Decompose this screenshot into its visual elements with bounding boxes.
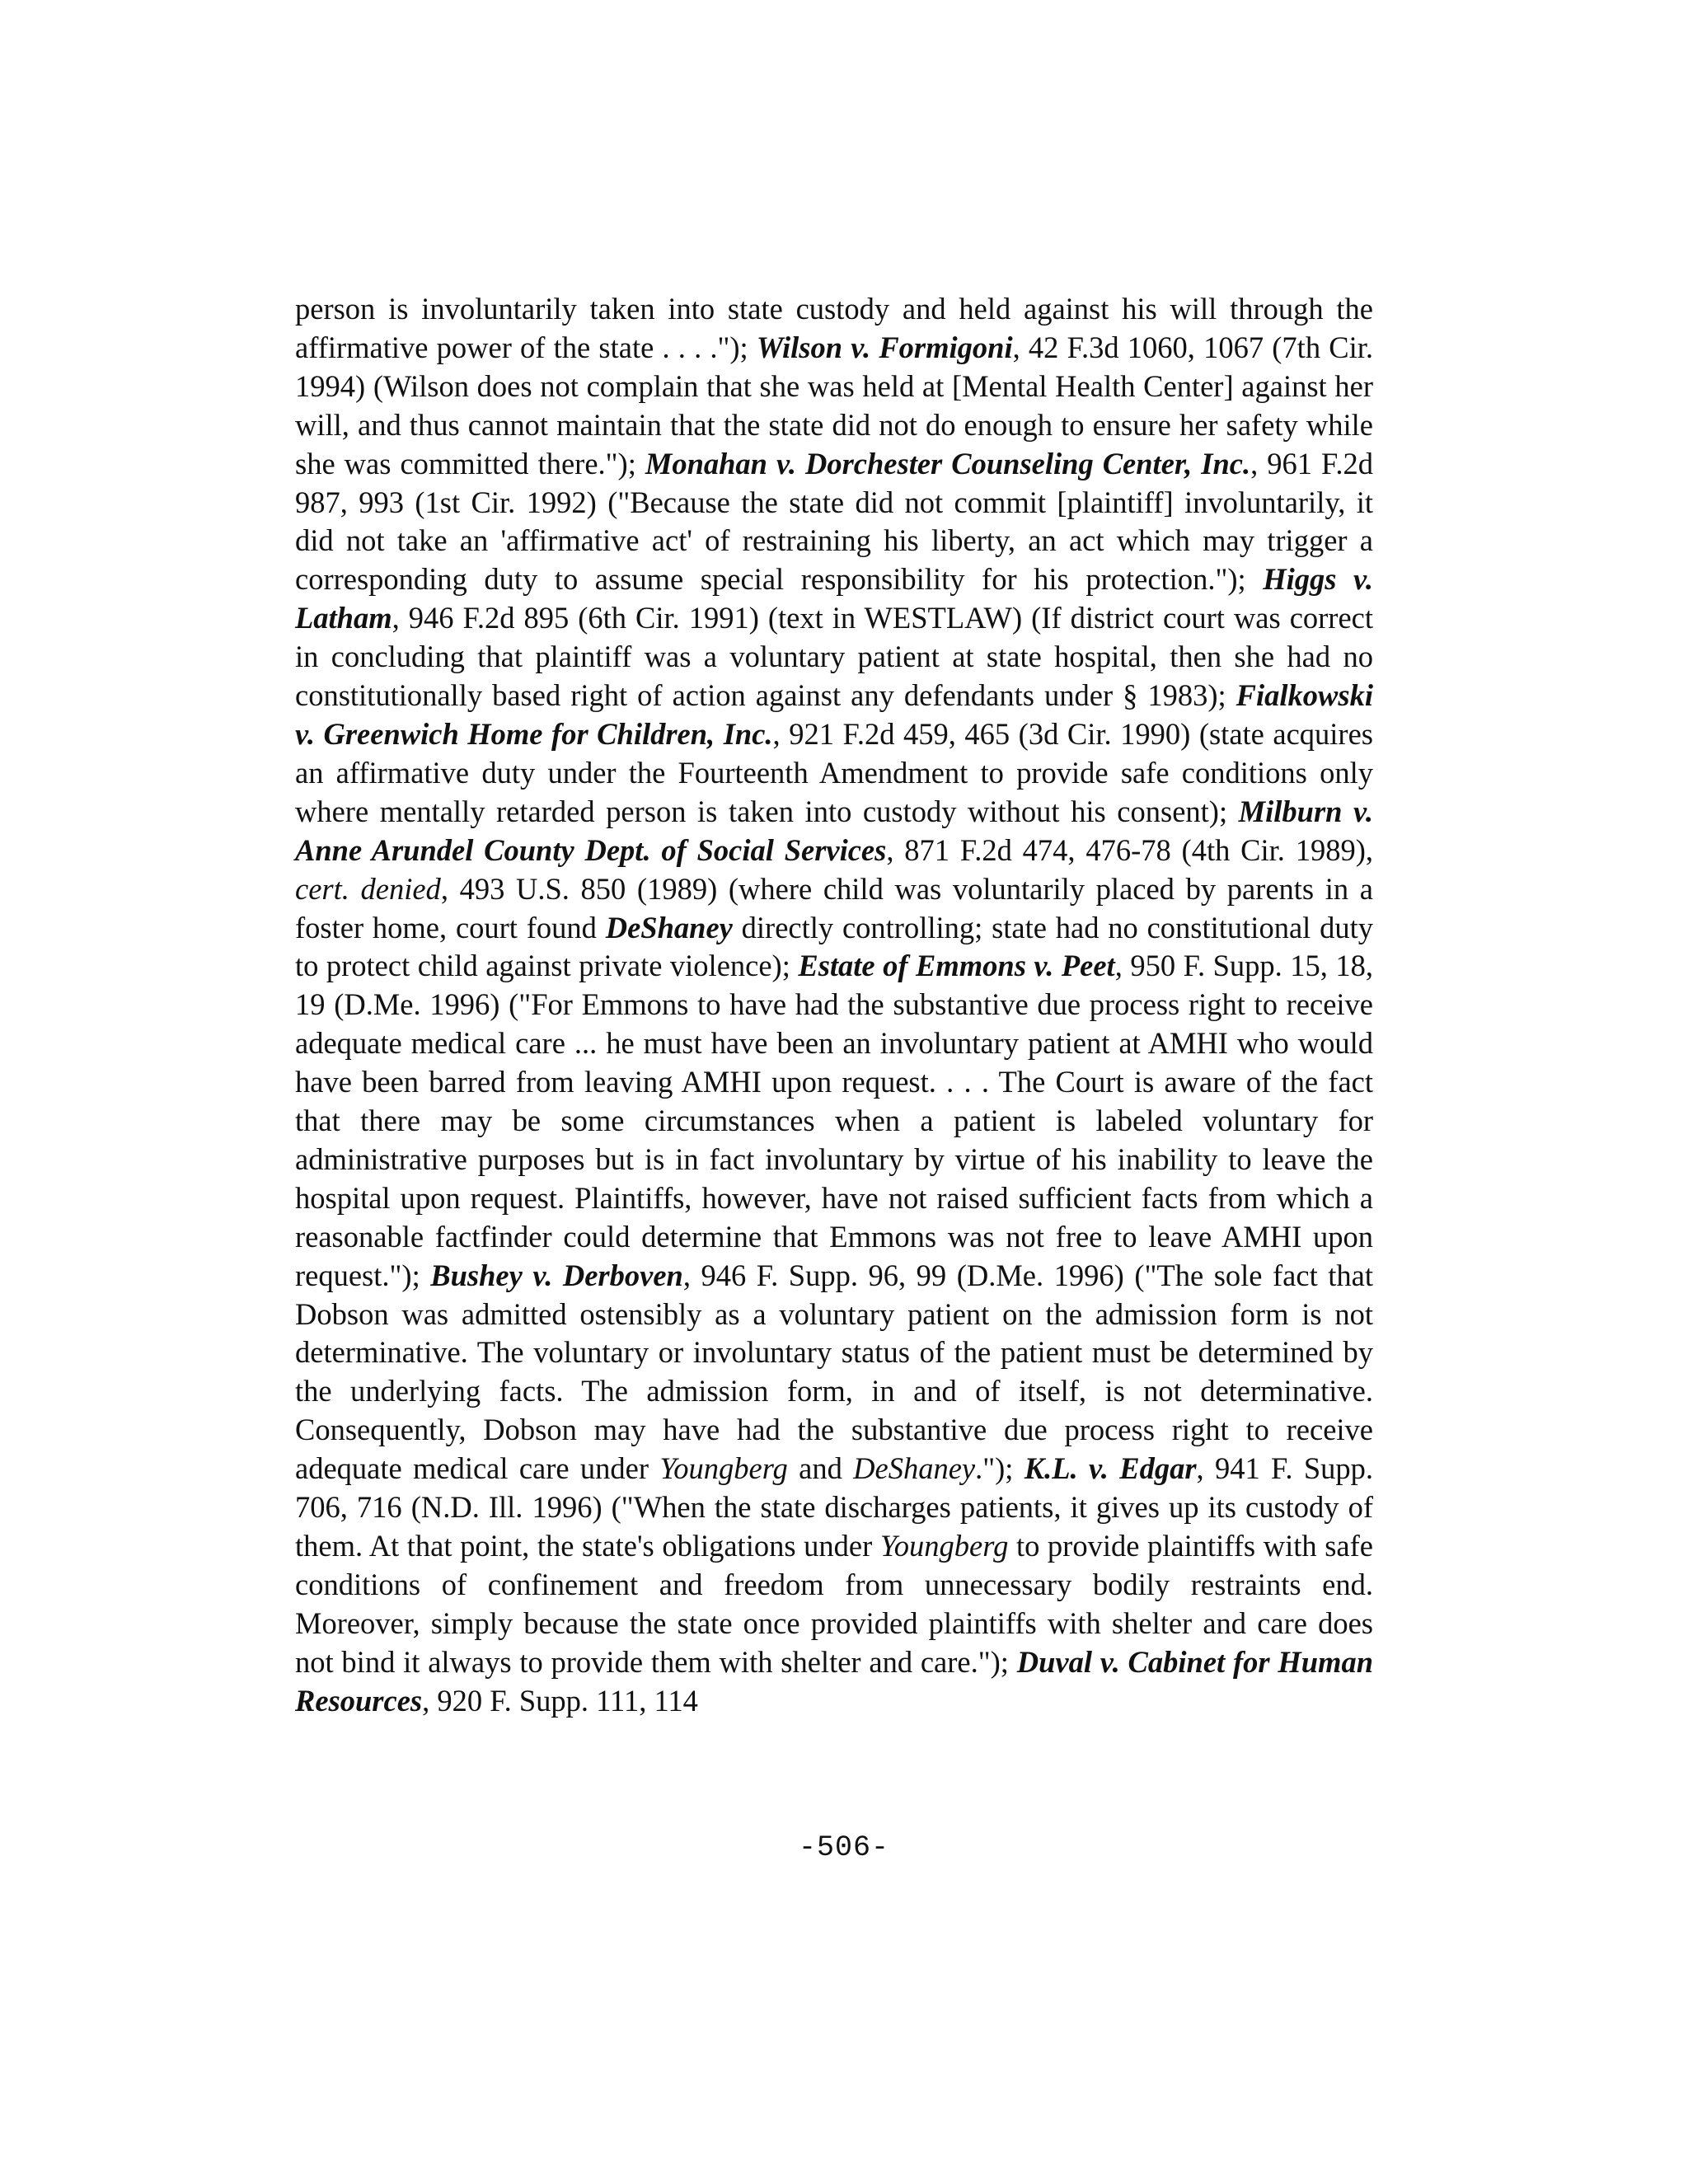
italic-term: cert. denied xyxy=(295,871,441,906)
italic-term: Youngberg xyxy=(879,1529,1009,1563)
case-citation: Higgs v. Latham xyxy=(295,562,1373,635)
text-run: , 941 F. Supp. 706, 716 (N.D. Ill. 1996) ("When the state discharges patients, it gives up its custody of them. At that point, the state's obligations under xyxy=(295,1451,1374,1563)
case-citation: K.L. v. Edgar xyxy=(1024,1451,1197,1486)
text-run: ."); xyxy=(975,1451,1025,1486)
text-run: , 42 F.3d 1060, 1067 (7th Cir. 1994) (Wilson does not complain that she was held at [Mental Health Center] against her will, and thus cannot maintain that the state did not do enough to ensure her safety while she was committed there."); xyxy=(295,330,1373,480)
text-run: , 921 F.2d 459, 465 (3d Cir. 1990) (state acquires an affirmative duty under the Fourteenth Amendment to provide safe conditions only where mentally retarded person is taken into custody without his consent); xyxy=(295,716,1373,828)
text-run: , 961 F.2d 987, 993 (1st Cir. 1992) ("Because the state did not commit [plaintiff] involuntarily, it did not take an 'affirmative act' of restraining his liberty, an act which may trigger a corresponding duty to assume special responsibility for his protection."); xyxy=(295,446,1373,597)
page-number: -506- xyxy=(798,1831,890,1864)
case-citation: Duval v. Cabinet for Human Resources xyxy=(295,1644,1373,1718)
text-run: , 493 U.S. 850 (1989) (where child was voluntarily placed by parents in a foster home, court found xyxy=(295,871,1373,944)
case-citation: DeShaney xyxy=(605,910,733,944)
text-run: , 950 F. Supp. 15, 18, 19 (D.Me. 1996) ("For Emmons to have had the substantive due process right to receive adequate medical care ... he must have been an involuntary patient at AMHI who would have been barred from leaving AMHI upon request. . . . The Court is aware of the fact that there may be some circumstances when a patient is labeled voluntary for administrative purposes but is in fact involuntary by virtue of his inability to leave the hospital upon request. Plaintiffs, however, have not raised sufficient facts from which a reasonable factfinder could determine that Emmons was not free to leave AMHI upon request."); xyxy=(295,949,1373,1292)
text-run: , 946 F.2d 895 (6th Cir. 1991) (text in WESTLAW) (If district court was correct in concluding that plaintiff was a voluntary patient at state hospital, then she had no constitutionally based right of action against any defendants under § 1983); xyxy=(295,601,1373,713)
text-run: and xyxy=(787,1451,854,1486)
case-citation: Fialkowski v. Greenwich Home for Children, Inc. xyxy=(295,678,1373,751)
italic-term: Youngberg xyxy=(659,1451,788,1486)
case-citation: Estate of Emmons v. Peet xyxy=(798,949,1115,983)
text-run: , 920 F. Supp. 111, 114 xyxy=(422,1683,698,1718)
text-run: , 946 F. Supp. 96, 99 (D.Me. 1996) ("The sole fact that Dobson was admitted ostensibly as a voluntary patient on the admission form is not determinative. The voluntary or involuntary status of the patient must be determined by the underlying facts. The admission form, in and of itself, is not determinative. Consequently, Dobson may have had the substantive due process right to receive adequate medical care under xyxy=(295,1258,1373,1486)
case-citation: Monahan v. Dorchester Counseling Center, Inc. xyxy=(645,446,1251,480)
case-citation: Bushey v. Derboven xyxy=(430,1258,683,1292)
text-run: directly controlling; state had no constitutional duty to protect child against private violence); xyxy=(295,910,1373,983)
body-paragraph xyxy=(295,290,1373,1721)
text-run: to provide plaintiffs with safe conditions of confinement and freedom from unnecessary bodily restraints end. Moreover, simply because the state once provided plaintiffs with shelter and care does not bind it always to provide them with shelter and care."); xyxy=(295,1529,1373,1679)
text-run: , 871 F.2d 474, 476-78 (4th Cir. 1989), xyxy=(886,832,1373,867)
italic-term: DeShaney xyxy=(853,1451,976,1486)
text-run: person is involuntarily taken into state custody and held against his will through the affirmative power of the state . . . ."); xyxy=(295,292,1373,364)
case-citation: Wilson v. Formigoni xyxy=(756,330,1013,364)
case-citation: Milburn v. Anne Arundel County Dept. of Social Services xyxy=(295,794,1374,867)
